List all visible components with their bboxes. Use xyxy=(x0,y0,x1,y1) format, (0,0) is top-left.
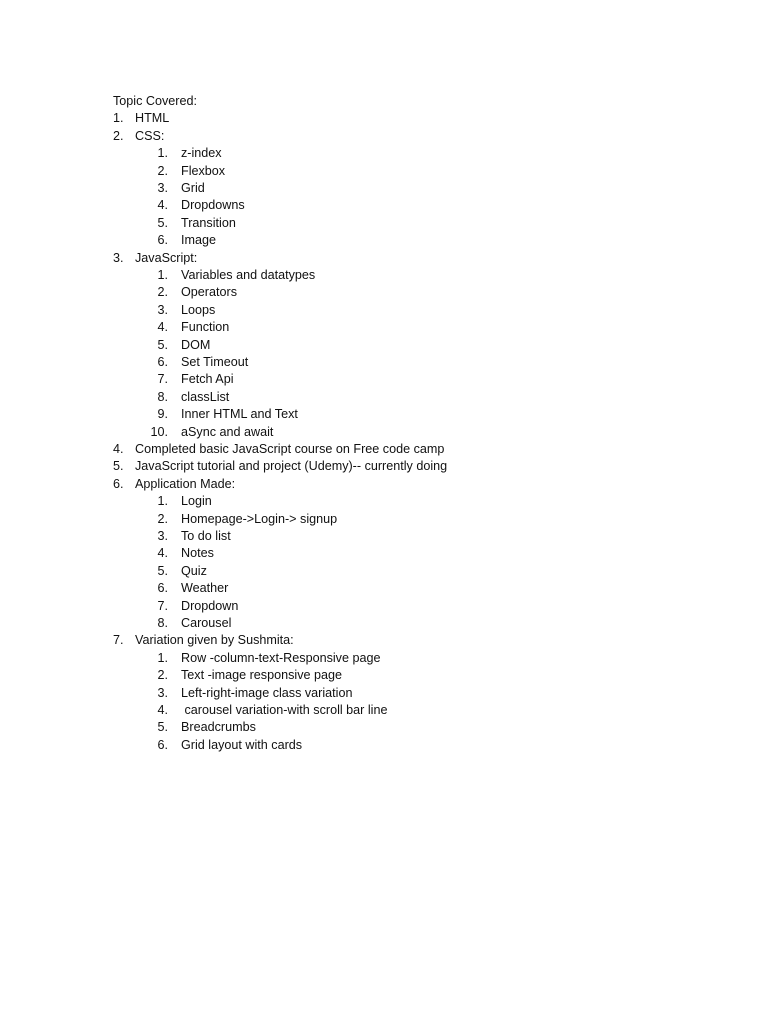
list-item xyxy=(0,441,768,458)
sub-list-item-text: Row -column-text-Responsive page xyxy=(181,650,381,665)
list-item-number: 4. xyxy=(113,442,124,456)
sub-list-item xyxy=(0,180,768,197)
sub-list-item-number: 3. xyxy=(157,302,168,317)
sub-list-item xyxy=(0,145,768,162)
sub-list-item-text: Weather xyxy=(181,581,229,596)
title-text: Topic Covered: xyxy=(113,94,197,108)
sub-list-item-number: 2. xyxy=(157,285,168,300)
sub-list-item-text: classList xyxy=(181,389,230,404)
sub-list-item xyxy=(0,337,768,354)
sub-list-item-text: Transition xyxy=(181,215,236,230)
list-item-number: 7. xyxy=(113,633,124,648)
sub-list-item xyxy=(0,302,768,319)
sub-list-item xyxy=(0,424,768,441)
sub-list-item-text: Left-right-image class variation xyxy=(181,685,353,700)
sub-list-item xyxy=(0,267,768,284)
sub-list-item xyxy=(0,615,768,632)
sub-list-item-text: Homepage->Login-> signup xyxy=(181,511,338,526)
sub-list-item-text: carousel variation-with scroll bar line xyxy=(181,703,388,717)
sub-list-item-number: 7. xyxy=(157,372,168,387)
list-item-text: CSS: xyxy=(135,128,165,143)
sub-list-item-number: 3. xyxy=(157,685,168,700)
sub-list-item-text: Grid layout with cards xyxy=(181,737,303,752)
list-item-text: Completed basic JavaScript course on Free code camp xyxy=(135,442,445,456)
sub-list-item-number: 4. xyxy=(157,198,168,213)
sub-list-item-text: Dropdowns xyxy=(181,198,245,213)
sub-list-item-text: Grid xyxy=(181,181,205,195)
sub-list-item-text: Carousel xyxy=(181,616,232,630)
list-item xyxy=(0,458,768,475)
list-item-number: 5. xyxy=(113,459,124,474)
sub-list-item-text: Breadcrumbs xyxy=(181,720,256,735)
sub-list-item xyxy=(0,511,768,528)
list-item-number: 3. xyxy=(113,250,124,265)
sub-list-item-text: Login xyxy=(181,494,212,509)
sub-list-item xyxy=(0,354,768,371)
sub-list-item-number: 2. xyxy=(157,668,168,683)
sub-list-item xyxy=(0,650,768,667)
sub-list-item-text: Dropdown xyxy=(181,598,239,613)
sub-list-item xyxy=(0,163,768,180)
sub-list-item-text: aSync and await xyxy=(181,424,274,439)
sub-list-item-text: Notes xyxy=(181,546,214,561)
sub-list-item-number: 1. xyxy=(157,146,168,161)
list-item-text: JavaScript tutorial and project (Udemy)-- currently doing xyxy=(135,459,448,474)
list-item-number: 6. xyxy=(113,476,124,491)
list-item-text: Variation given by Sushmita: xyxy=(135,633,294,648)
sub-list-item-text: z-index xyxy=(181,146,222,161)
sub-list-item xyxy=(0,319,768,336)
sub-list-item-number: 1. xyxy=(157,650,168,665)
list-item-number: 2. xyxy=(113,128,124,143)
document-title xyxy=(0,93,768,110)
sub-list-item xyxy=(0,284,768,301)
sub-list-item-number: 6. xyxy=(157,581,168,596)
sub-list-item-text: Quiz xyxy=(181,563,207,578)
sub-list-item-number: 2. xyxy=(157,511,168,526)
list-item-text: Application Made: xyxy=(135,476,236,491)
sub-list-item xyxy=(0,197,768,214)
sub-list-item-text: Variables and datatypes xyxy=(181,268,316,282)
sub-list-item-number: 7. xyxy=(157,598,168,613)
sub-list-item xyxy=(0,737,768,754)
list-item xyxy=(0,110,768,127)
sub-list-item xyxy=(0,528,768,545)
sub-list-item xyxy=(0,406,768,423)
list-item-number: 1. xyxy=(113,111,124,126)
sub-list-item-number: 5. xyxy=(157,215,168,230)
sub-list-item-number: 5. xyxy=(157,720,168,735)
sub-list-item-number: 4. xyxy=(157,546,168,561)
list-item xyxy=(0,250,768,267)
list-item xyxy=(0,128,768,145)
sub-list-item-text: Function xyxy=(181,320,230,335)
list-item xyxy=(0,632,768,649)
sub-list-item xyxy=(0,685,768,702)
sub-list-item xyxy=(0,702,768,719)
sub-list-item-text: DOM xyxy=(181,337,211,352)
sub-list-item-text: Set Timeout xyxy=(181,355,249,369)
sub-list-item xyxy=(0,598,768,615)
sub-list-item xyxy=(0,667,768,684)
sub-list-item xyxy=(0,580,768,597)
sub-list-item-number: 6. xyxy=(157,737,168,752)
sub-list-item xyxy=(0,563,768,580)
sub-list-item xyxy=(0,232,768,249)
sub-list-item xyxy=(0,215,768,232)
sub-list-item-number: 8. xyxy=(157,616,168,630)
sub-list-item xyxy=(0,719,768,736)
sub-list-item-number: 10. xyxy=(150,424,168,439)
sub-list-item-text: Flexbox xyxy=(181,163,226,178)
sub-list-item-number: 8. xyxy=(157,389,168,404)
sub-list-item-number: 4. xyxy=(157,320,168,335)
sub-list-item-number: 3. xyxy=(157,529,168,543)
sub-list-item xyxy=(0,371,768,388)
list-item-text: JavaScript: xyxy=(135,250,198,265)
sub-list-item-text: Image xyxy=(181,233,217,248)
sub-list-item-number: 1. xyxy=(157,268,168,282)
sub-list-item-number: 6. xyxy=(157,233,168,248)
sub-list-item xyxy=(0,545,768,562)
sub-list-item xyxy=(0,389,768,406)
sub-list-item-text: Text -image responsive page xyxy=(181,668,343,683)
sub-list-item-number: 9. xyxy=(157,407,168,422)
sub-list-item-text: Loops xyxy=(181,302,216,317)
list-item xyxy=(0,476,768,493)
list-item-text: HTML xyxy=(135,111,170,126)
sub-list-item-text: Inner HTML and Text xyxy=(181,407,298,422)
sub-list-item-number: 4. xyxy=(157,703,168,717)
sub-list-item-number: 2. xyxy=(157,163,168,178)
sub-list-item-text: Fetch Api xyxy=(181,372,234,387)
sub-list-item xyxy=(0,493,768,510)
sub-list-item-text: Operators xyxy=(181,285,237,300)
sub-list-item-number: 3. xyxy=(157,181,168,195)
sub-list-item-number: 1. xyxy=(157,494,168,509)
sub-list-item-number: 6. xyxy=(157,355,168,369)
sub-list-item-text: To do list xyxy=(181,529,231,543)
sub-list-item-number: 5. xyxy=(157,337,168,352)
sub-list-item-number: 5. xyxy=(157,563,168,578)
